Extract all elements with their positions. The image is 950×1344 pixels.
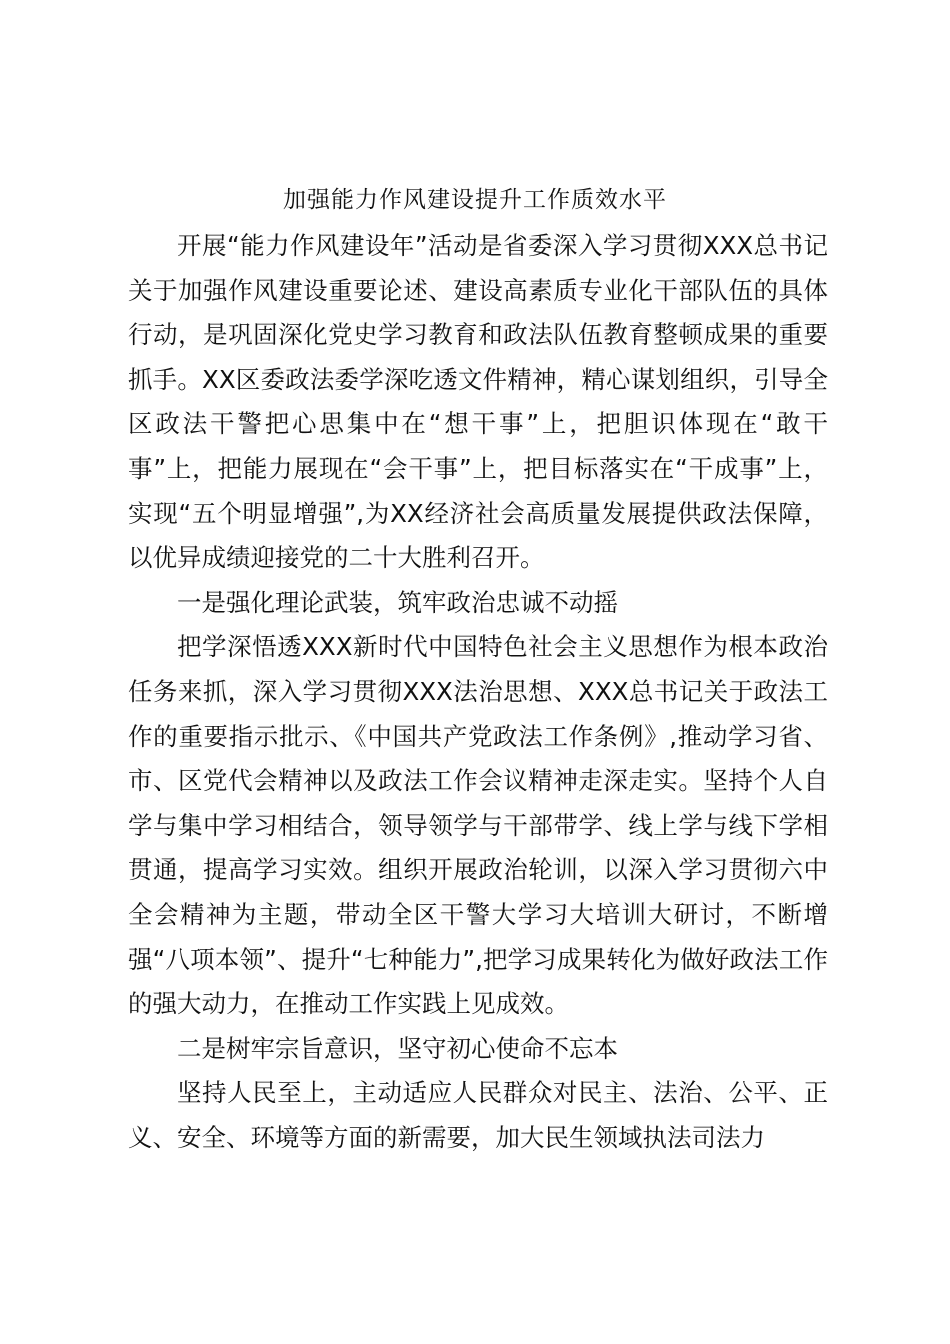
document-body [128,224,828,1160]
document-title: 加强能力作风建设提升工作质效水平 [283,187,667,213]
paragraph-section-1: 把学深悟透XXX新时代中国特色社会主义思想作为根本政治任务来抓，深入学习贯彻XXX法治思想、XXX总书记关于政法工作的重要指示批示、《中国共产党政法工作条例》,推动学习省、市、区党代会精神以及政法工作会议精神走深走实。坚持个人自学与集中学习相结合，领导领学与干部带学、线上学与线下学相贯通，提高学习实效。组织开展政治轮训，以深入学习贯彻六中全会精神为主题，带动全区干警大学习大培训大研讨，不断增强“八项本领”、提升“七种能力”,把学习成果转化为做好政法工作的强大动力，在推动工作实践上见成效。 [128,632,828,1019]
paragraph-section-2: 坚持人民至上，主动适应人民群众对民主、法治、公平、正义、安全、环境等方面的新需要，加大民生领域执法司法力 [128,1078,828,1152]
section-heading-2: 二是树牢宗旨意识，坚守初心使命不忘本 [177,1033,618,1063]
paragraph-intro: 开展“能力作风建设年”活动是省委深入学习贯彻XXX总书记关于加强作风建设重要论述、建设高素质专业化干部队伍的具体行动，是巩固深化党史学习教育和政法队伍教育整顿成果的重要抓手。XX区委政法委学深吃透文件精神，精心谋划组织，引导全区政法干警把心思集中在“想干事”上，把胆识体现在“敢干事”上，把能力展现在“会干事”上，把目标落实在“干成事”上，实现“五个明显增强”,为XX经济社会高质量发展提供政法保障，以优异成绩迎接党的二十大胜利召开。 [128,231,828,573]
section-heading-1: 一是强化理论武装，筑牢政治忠诚不动摇 [177,587,618,617]
